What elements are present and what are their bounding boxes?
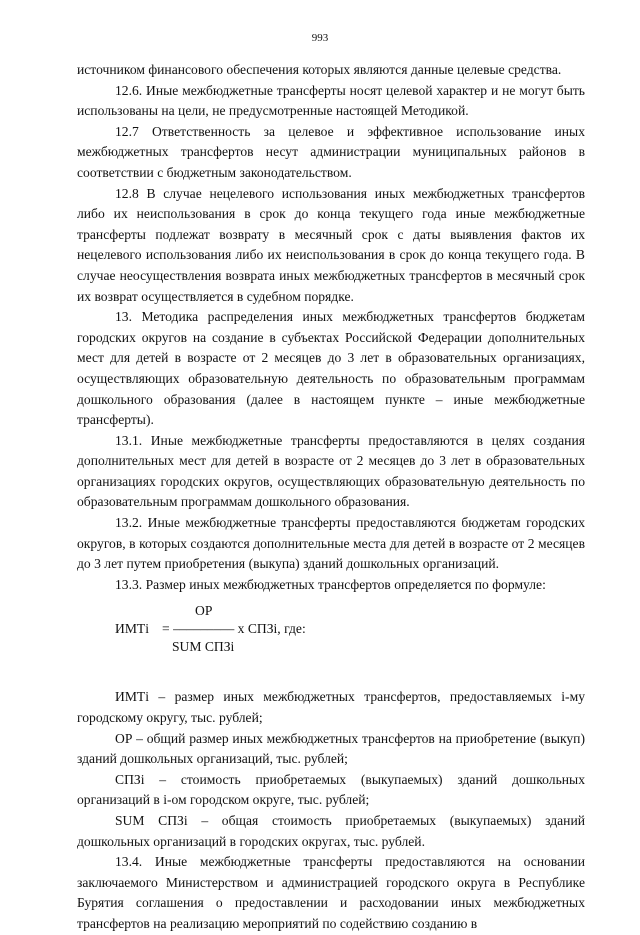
definition-op: ОР – общий размер иных межбюджетных трансфертов на приобретение (выкуп) зданий дошкольных организаций, тыс. рублей; bbox=[77, 730, 585, 767]
formula-fraction-line: = ––––––––– х СПЗi, где: bbox=[162, 621, 306, 637]
document-body bbox=[77, 60, 585, 935]
formula-denominator: SUM СПЗi bbox=[172, 639, 235, 655]
formula-lhs: ИМТi bbox=[115, 621, 149, 637]
definition-spz: СПЗi – стоимость приобретаемых (выкупаемых) зданий дошкольных организаций в i-ом городском округе, тыс. рублей; bbox=[77, 771, 585, 808]
definition-sum-spz: SUM СПЗi – общая стоимость приобретаемых (выкупаемых) зданий дошкольных организаций в городских округах, тыс. рублей. bbox=[77, 813, 585, 849]
formula-numerator: ОР bbox=[195, 603, 213, 619]
paragraph-12-8: 12.8 В случае нецелевого использования иных межбюджетных трансфертов либо их неиспользования в срок до конца текущего года иные межбюджетные трансферты подлежат возврату в месячный срок с даты выявления фактов их нецелевого использования либо их неиспользования в срок до конца текущего года. В случае неосуществления возврата иных межбюджетных трансфертов в месячный срок их возврат осуществляется в судебном порядке. bbox=[77, 185, 585, 304]
page-number: 993 bbox=[311, 32, 329, 44]
paragraph-13: 13. Методика распределения иных межбюджетных трансфертов бюджетам городских округов на создание в субъектах Российской Федерации дополнительных мест для детей в возрасте от 2 месяцев до 3 лет в образовательных организациях, осуществляющих образовательную деятельность по образовательным программам дошкольного образования (далее в настоящем пункте – иные межбюджетные трансферты). bbox=[77, 309, 585, 428]
definition-imt: ИМТi – размер иных межбюджетных трансфертов, предоставляемых i-му городскому округу, тыс. рублей; bbox=[77, 689, 585, 726]
allocation-formula bbox=[77, 599, 585, 657]
paragraph-continuation: источником финансового обеспечения которых являются данные целевые средства. bbox=[77, 62, 562, 77]
paragraph-12-6: 12.6. Иные межбюджетные трансферты носят целевой характер и не могут быть использованы на цели, не предусмотренные настоящей Методикой. bbox=[77, 82, 585, 119]
paragraph-13-2: 13.2. Иные межбюджетные трансферты предоставляются бюджетам городских округов, в которых создаются дополнительные места для детей в возрасте от 2 месяцев до 3 лет путем приобретения (выкупа) зданий дошкольных организаций. bbox=[77, 515, 585, 572]
paragraph-13-4: 13.4. Иные межбюджетные трансферты предоставляются на основании заключаемого Министерством и администрацией городского округа в Республике Бурятия соглашения о предоставлении и расходовании иных межбюджетных трансфертов на реализацию мероприятий по содействию созданию в bbox=[77, 854, 585, 931]
paragraph-13-3: 13.3. Размер иных межбюджетных трансфертов определяется по формуле: bbox=[115, 576, 546, 592]
paragraph-12-7: 12.7 Ответственность за целевое и эффективное использование иных межбюджетных трансфертов несут администрации муниципальных районов в соответствии с бюджетным законодательством. bbox=[77, 123, 585, 180]
paragraph-13-1: 13.1. Иные межбюджетные трансферты предоставляются в целях создания дополнительных мест для детей в возрасте от 2 месяцев до 3 лет в образовательных организациях городских округов, осуществляющих образовательную деятельность по образовательным программам дошкольного образования. bbox=[77, 432, 585, 510]
